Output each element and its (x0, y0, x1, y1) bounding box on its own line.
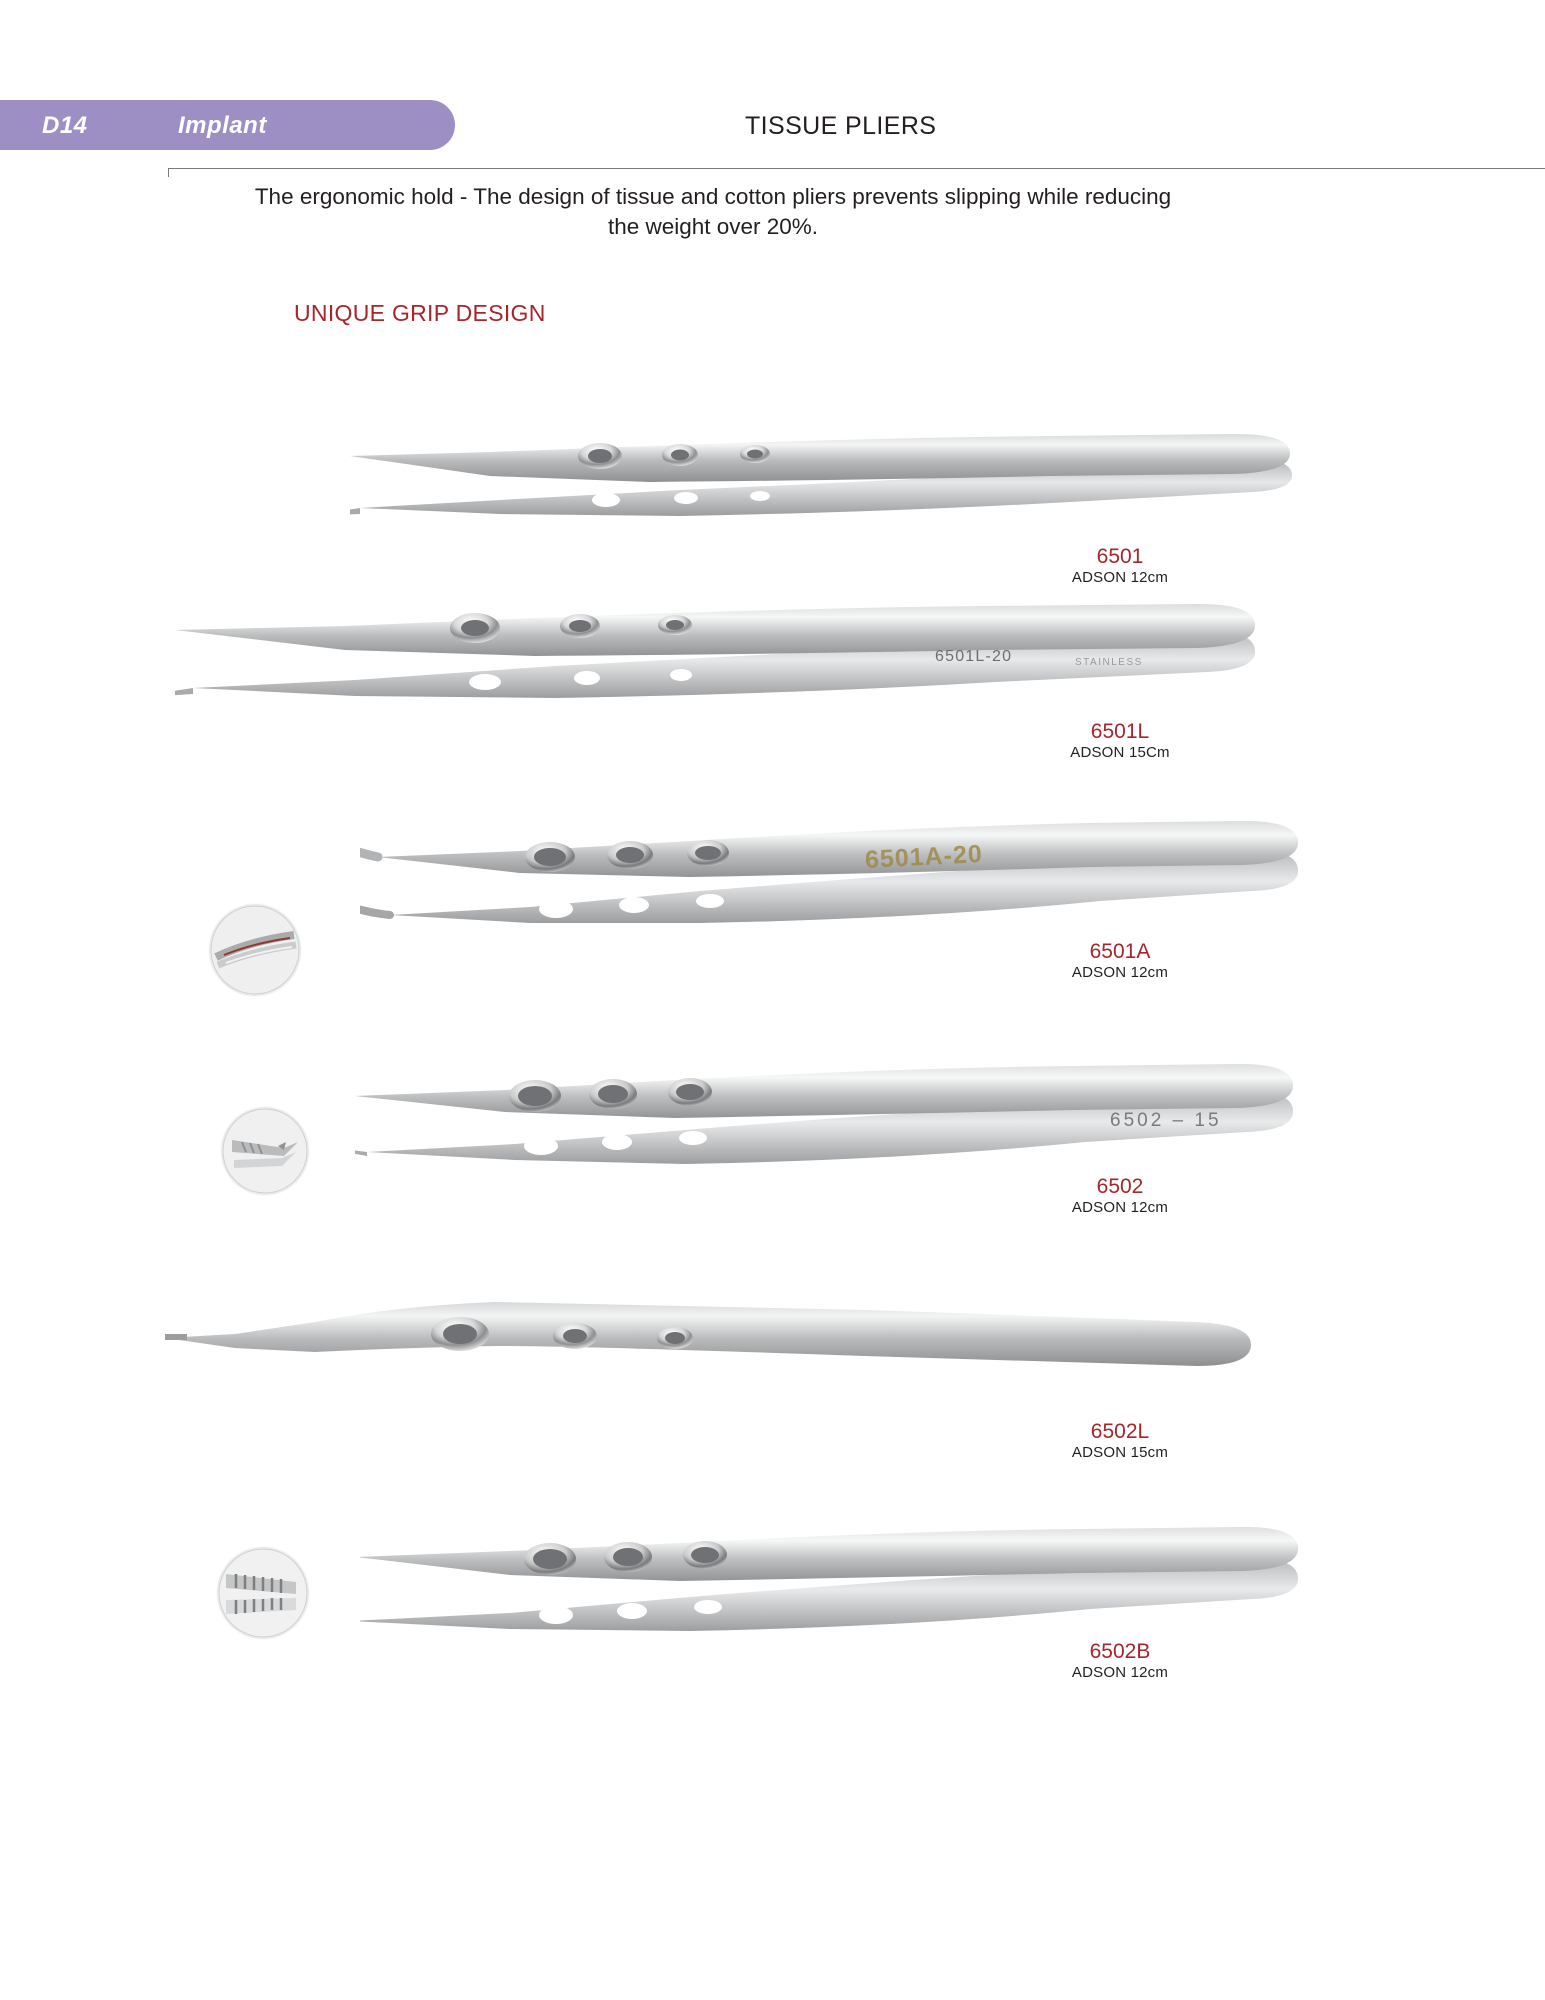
serrated-tip-detail-icon (218, 1548, 308, 1638)
product-description: ADSON 12cm (1071, 1199, 1169, 1217)
intro-line-2: the weight over 20%. (607, 213, 819, 239)
unique-grip-heading: UNIQUE GRIP DESIGN (294, 300, 546, 326)
engraving-6501L-stainless: STAINLESS (1075, 657, 1143, 668)
product-label-6502L (1010, 1420, 1230, 1463)
product-label-6501L (1010, 720, 1230, 763)
instrument-6501 (350, 430, 1300, 555)
product-label-6501A (1010, 940, 1230, 983)
product-label-6502 (1010, 1175, 1230, 1218)
product-code: 6502 (1096, 1175, 1144, 1198)
curved-tip-detail-icon (210, 905, 300, 995)
product-description: ADSON 12cm (1071, 1664, 1169, 1682)
product-code: 6501 (1096, 545, 1144, 568)
engraving-6502: 6502 – 15 (1110, 1110, 1222, 1131)
product-label-6502B (1010, 1640, 1230, 1683)
product-code: 6501A (1089, 940, 1151, 963)
engraving-6501L: 6501L-20 (935, 648, 1013, 665)
instrument-6502L (165, 1290, 1295, 1405)
product-code: 6502B (1089, 1640, 1151, 1663)
section-name: Implant (178, 112, 267, 139)
header-divider (168, 168, 1545, 169)
product-code: 6501L (1090, 720, 1150, 743)
product-description: ADSON 12cm (1071, 964, 1169, 982)
engraving-6501A: 6501A-20 (864, 839, 984, 875)
product-code: 6502L (1090, 1420, 1150, 1443)
page-title: TISSUE PLIERS (745, 112, 937, 140)
page-code: D14 (42, 112, 88, 139)
product-description: ADSON 12cm (1071, 569, 1169, 587)
product-description: ADSON 15cm (1071, 1444, 1169, 1462)
product-label-6501 (1010, 545, 1230, 588)
product-description: ADSON 15Cm (1070, 744, 1170, 762)
intro-line-1: The ergonomic hold - The design of tissue and cotton pliers prevents slipping while reducing (254, 184, 1172, 209)
toothed-tip-detail-icon (222, 1108, 308, 1194)
header-divider-tick (168, 168, 169, 177)
intro-paragraph (168, 182, 1258, 241)
